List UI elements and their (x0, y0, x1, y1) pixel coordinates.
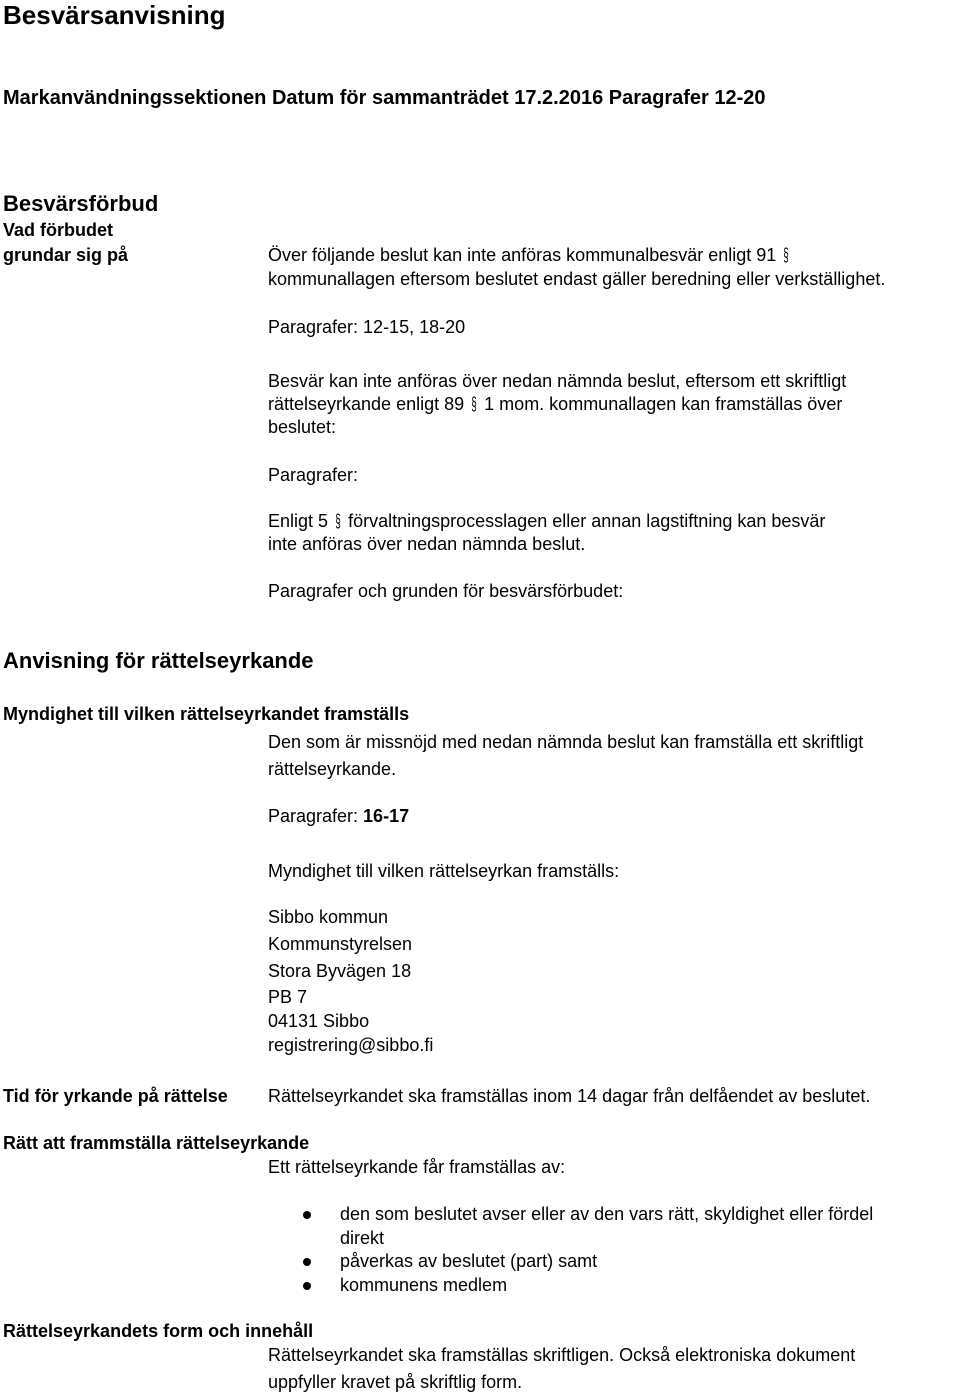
tid-label: Tid för yrkande på rättelse (3, 1086, 228, 1106)
bullet-item-1-cont: direkt (340, 1228, 385, 1248)
address-email: registrering@sibbo.fi (268, 1035, 434, 1055)
bullet-dot (303, 1258, 311, 1266)
forbud-p1-paragrafer: Paragrafer: 12-15, 18-20 (268, 317, 466, 337)
bullet-dot (303, 1282, 311, 1290)
bullet-dot (303, 1211, 311, 1219)
besvarsforbud-heading: Besvärsförbud (3, 191, 159, 216)
section-sign: § (471, 394, 477, 414)
page-title: Besvärsanvisning (3, 0, 226, 30)
ratt-intro: Ett rättelseyrkande får framställas av: (268, 1157, 566, 1177)
bullet-item-1: den som beslutet avser eller av den vars rätt, skyldighet eller fördel (340, 1204, 874, 1224)
forbud-p1-line2: kommunallagen eftersom beslutet endast gäller beredning eller verkställighet. (268, 269, 886, 289)
address-line-2: Kommunstyrelsen (268, 934, 413, 954)
forbud-p1-line1: Över följande beslut kan inte anföras kommunalbesvär enligt 91 § (268, 245, 790, 265)
address-line-5: 04131 Sibbo (268, 1011, 370, 1031)
form-line-1: Rättelseyrkandet ska framställas skriftligen. Också elektroniska dokument (268, 1345, 856, 1365)
ratt-label: Rätt att frammställa rättelseyrkande (3, 1133, 310, 1153)
anvisning-intro-line2: rättelseyrkande. (268, 759, 397, 779)
forbud-label-line2: grundar sig på (3, 245, 129, 265)
forbud-p3-line1: Enligt 5 § förvaltningsprocesslagen eller annan lagstiftning kan besvär (268, 511, 826, 531)
bullet-item-3: kommunens medlem (340, 1275, 508, 1295)
myndighet-label: Myndighet till vilken rättelseyrkandet framställs (3, 704, 410, 724)
form-label: Rättelseyrkandets form och innehåll (3, 1321, 314, 1341)
forbud-p2-line1: Besvär kan inte anföras över nedan nämnda beslut, eftersom ett skriftligt (268, 371, 847, 391)
tid-text: Rättelseyrkandet ska framställas inom 14 dagar från delfåendet av beslutet. (268, 1086, 871, 1106)
section-sign: § (783, 245, 790, 265)
address-line-4: PB 7 (268, 987, 308, 1007)
paragrafer-value: 16-17 (363, 806, 410, 826)
anvisning-heading: Anvisning för rättelseyrkande (3, 648, 314, 673)
forbud-label-line1: Vad förbudet (3, 220, 114, 240)
forbud-p3-paragrafer: Paragrafer och grunden för besvärsförbudet: (268, 581, 624, 601)
myndighet-text: Myndighet till vilken rättelseyrkan framställs: (268, 861, 620, 881)
anvisning-paragrafer: Paragrafer: 16-17 (268, 806, 410, 826)
forbud-p3-line2: inte anföras över nedan nämnda beslut. (268, 534, 586, 554)
form-line-2: uppfyller kravet på skriftlig form. (268, 1372, 523, 1392)
forbud-p2-paragrafer: Paragrafer: (268, 465, 359, 485)
forbud-p2-line3: beslutet: (268, 417, 337, 437)
bullet-item-2: påverkas av beslutet (part) samt (340, 1251, 598, 1271)
section-sign: § (335, 511, 341, 531)
address-line-1: Sibbo kommun (268, 907, 389, 927)
meeting-meta-line: Markanvändningssektionen Datum för sammanträdet 17.2.2016 Paragrafer 12-20 (3, 87, 766, 109)
forbud-p2-line2: rättelseyrkande enligt 89 § 1 mom. kommunallagen kan framställas över (268, 394, 843, 414)
anvisning-intro-line1: Den som är missnöjd med nedan nämnda beslut kan framställa ett skriftligt (268, 732, 864, 752)
address-line-3: Stora Byvägen 18 (268, 961, 412, 981)
